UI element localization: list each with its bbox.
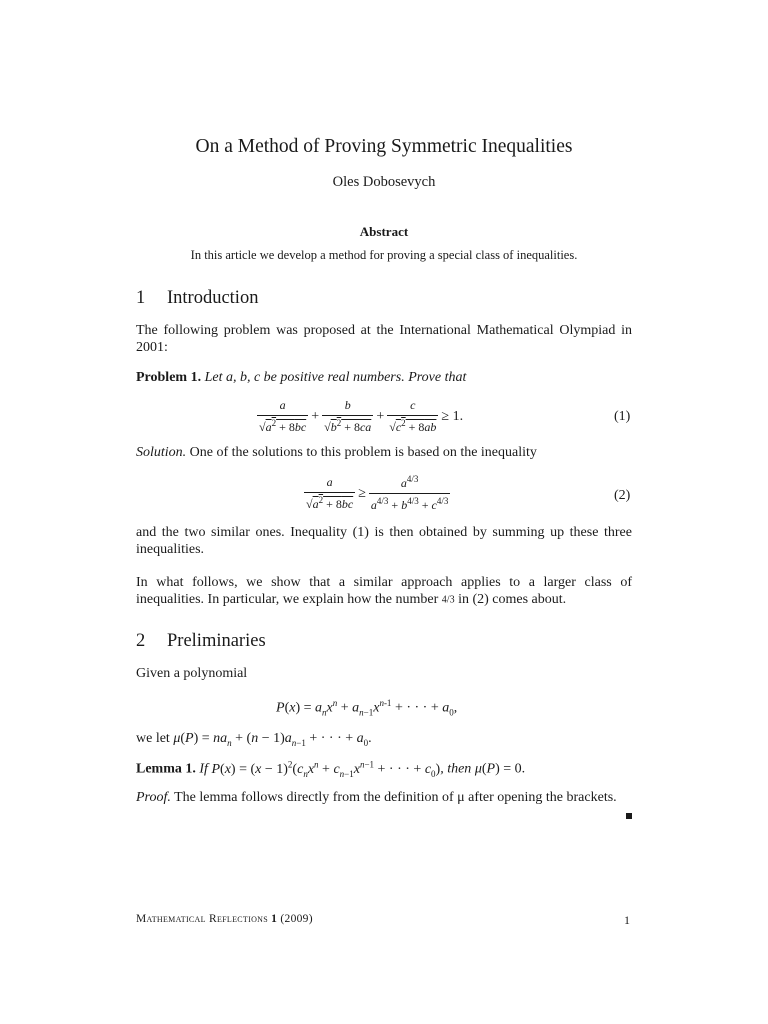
lemma-statement: [136, 759, 525, 778]
journal-name: Mathematical Reflections: [136, 913, 268, 925]
equation-1-tail: ≥ 1.: [441, 408, 464, 424]
solution-text: One of the solutions to this problem is based on the inequality: [189, 445, 537, 460]
journal-issue: 1: [271, 913, 278, 925]
solution-label: Solution.: [136, 445, 187, 460]
fraction: $\frac{a^{4/3}}{a^{4/3} + b^{4/3} + c^{4/3}}$: [370, 474, 449, 512]
section-number: 2: [136, 631, 146, 651]
section-heading-1: [136, 288, 258, 309]
fraction: $\frac{b}{√b^2 + 8ca}$: [324, 398, 372, 434]
lemma-conclusion: μ(P) = 0.: [474, 761, 526, 777]
problem-text: Let a, b, c be positive real numbers. Prove that: [204, 370, 467, 385]
section-title: Introduction: [167, 288, 259, 308]
abstract-text: In this article we develop a method for proving a special class of inequalities.: [190, 248, 578, 262]
footer-citation: [136, 913, 313, 925]
follow-text-1: In what follows, we show that a similar approach applies to a larger class of inequalities. In particular, we explain how the number: [136, 575, 632, 607]
given-text: Given a polynomial: [136, 666, 248, 681]
mu-definition: [136, 731, 372, 748]
page-number: 1: [624, 913, 630, 927]
mu-formula: $\mu(P) = na_n + (n - 1)a_{n-1}$ + · · · + $a_0$.: [173, 731, 372, 748]
equation-number-1: (1): [614, 409, 631, 424]
equation-2: $\frac{a}{√a^2 + 8bc}$ ≥ $\frac{a^{4/3}}{a^{4/3} + b^{4/3} + c^{4/3}}$: [306, 474, 449, 512]
problem-statement: [136, 370, 466, 386]
problem-label: Problem 1.: [136, 370, 202, 385]
section-title: Preliminaries: [167, 631, 266, 651]
follow-paragraph: [136, 574, 632, 608]
proof-paragraph: [136, 789, 632, 806]
paper-title: On a Method of Proving Symmetric Inequalities: [195, 136, 573, 157]
solution-line: [136, 445, 537, 461]
equation-1: $\frac{a}{√a^2 + 8bc}$ + $\frac{b}{√b^2 + 8ca}$ + $\frac{c}{√c^2 + 8ab}$ ≥ 1.: [259, 398, 464, 434]
qed-square-icon: [626, 813, 632, 819]
proof-label: Proof.: [136, 790, 171, 805]
fraction: $\frac{c}{√c^2 + 8ab}$: [389, 398, 437, 434]
section-heading-2: [136, 631, 266, 652]
lemma-label: Lemma 1.: [136, 761, 196, 777]
inline-fraction: 4/3: [441, 594, 455, 606]
fraction: $\frac{a}{√a^2 + 8bc}$: [259, 398, 307, 434]
polynomial-equation: $P(x) = a_nx^n + a_{n-1}x^{n-1}$ + · · · + $a_0$,: [276, 698, 458, 718]
intro-paragraph: The following problem was proposed at the International Mathematical Olympiad in 2001:: [136, 323, 632, 355]
follow-text-2: in (2) comes about.: [458, 592, 567, 607]
let-text: we let: [136, 731, 170, 746]
proof-text: The lemma follows directly from the definition of μ after opening the brackets.: [174, 790, 617, 805]
equation-number-2: (2): [614, 488, 631, 503]
lemma-prefix: If: [199, 761, 208, 777]
after-equation-paragraph: and the two similar ones. Inequality (1) is then obtained by summing up these three inequalities.: [136, 525, 632, 557]
section-number: 1: [136, 288, 146, 308]
journal-year: (2009): [280, 913, 313, 925]
lemma-mid: , then: [440, 761, 472, 777]
abstract-heading: Abstract: [359, 224, 409, 239]
lemma-formula: $P(x) = (x - 1)^2(c_nx^n + c_{n-1}x^{n-1}$ + · · · + $c_0$): [211, 759, 441, 779]
paper-author: Oles Dobosevych: [332, 174, 436, 190]
fraction: $\frac{a}{√a^2 + 8bc}$: [306, 475, 354, 511]
